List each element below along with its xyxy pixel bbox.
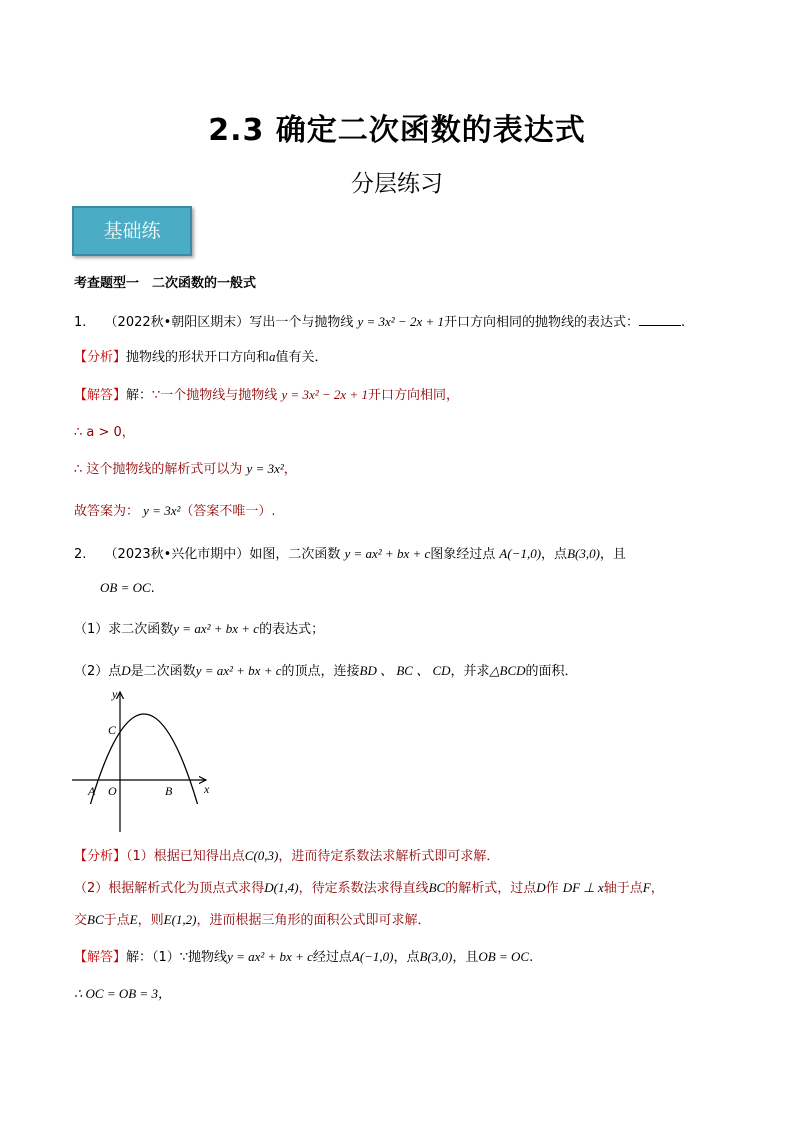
segments: BD 、 BC 、 CD (359, 663, 451, 678)
analysis-tag: 【分析】 (74, 849, 127, 864)
x-label: x (204, 782, 210, 796)
analysis-text: ，则 (137, 913, 164, 928)
punctuation: ， (283, 462, 297, 477)
variable: D (121, 663, 131, 678)
question-number: 2. (74, 547, 87, 562)
variable: D (536, 880, 546, 895)
analysis-text: ，进而根据三角形的面积公式即可求解． (196, 913, 431, 928)
answer-tag: 【解答】 (74, 950, 127, 965)
answer-blank[interactable] (639, 313, 681, 326)
perpendicular: DF ⊥ x (562, 880, 604, 895)
part-text: 的表达式； (259, 622, 325, 637)
formula: y = 3x² (246, 461, 284, 476)
answer-text: 经过点 (312, 950, 352, 965)
question-text: 写出一个与抛物线 (249, 315, 354, 330)
section-heading: 考查题型一 二次函数的一般式 (74, 276, 257, 291)
formula: y = ax² + bx + c (344, 546, 431, 561)
segment: BC (428, 880, 446, 895)
analysis-text: ，进而待定系数法求解析式即可求解． (278, 849, 500, 864)
punctuation: . (529, 950, 534, 965)
parabola-graph (70, 686, 220, 836)
point-b: B(3,0) (567, 546, 600, 561)
point-c-label: C (108, 723, 117, 737)
question-2-part-2 (74, 660, 578, 679)
question-text: ，且 (599, 547, 626, 562)
analysis-text: 轴于点 (603, 881, 643, 896)
analysis-2-line-1 (74, 845, 499, 864)
analysis-text: 于点 (103, 913, 130, 928)
formula: y = 3x² − 2x + 1 (281, 387, 368, 402)
answer-text: （答案不唯一）. (180, 504, 276, 519)
answer-1-line-3 (74, 458, 297, 477)
answer-2-line-2: ∴ OC = OB = 3， (74, 986, 171, 1001)
answer-text: 解： (126, 388, 153, 403)
variable: E (129, 912, 138, 927)
question-2-line-2 (100, 580, 155, 596)
formula: y = 3x² − 2x + 1 (357, 314, 444, 329)
level-badge: 基础练 (72, 206, 192, 256)
analysis-text: 抛物线的形状开口方向和 (126, 350, 270, 365)
origin-label: O (108, 784, 117, 798)
punctuation: ， (650, 881, 664, 896)
condition: OB = OC (100, 580, 151, 595)
analysis-text: 交 (74, 913, 88, 928)
answer-text: ∴ 这个抛物线的解析式可以为 (74, 462, 243, 477)
point-a: A(−1,0) (499, 546, 542, 561)
analysis-text: 值有关． (275, 350, 328, 365)
analysis-text: 的解析式，过点 (445, 881, 537, 896)
answer-tag: 【解答】 (74, 388, 127, 403)
point: E(1,2) (163, 912, 197, 927)
answer-text: ，且 (452, 950, 479, 965)
answer-1-line-1 (74, 384, 459, 403)
question-text: 开口方向相同的抛物线的表达式： (444, 315, 640, 330)
analysis-text: 作 (545, 881, 559, 896)
part-text: （1）求二次函数 (74, 622, 174, 637)
formula: y = 3x² (143, 503, 181, 518)
y-label: y (112, 687, 118, 701)
question-2-part-1 (74, 618, 324, 637)
variable: a (269, 349, 276, 364)
answer-2-line-1 (74, 946, 533, 965)
question-source: （2023秋•兴化市期中） (104, 547, 250, 562)
formula: y = ax² + bx + c (227, 949, 313, 964)
part-text: 的面积． (525, 664, 578, 679)
analysis-2-line-2 (74, 877, 664, 896)
variable: F (642, 880, 651, 895)
point: D(1,4) (264, 880, 299, 895)
answer-text: 开口方向相同， (367, 388, 459, 403)
punctuation: . (150, 581, 155, 596)
part-text: （2）点 (74, 664, 122, 679)
answer-text: ，点 (393, 950, 420, 965)
point-a-label: A (88, 784, 96, 798)
answer-1-line-2: ∴ a > 0， (74, 425, 135, 440)
punctuation: . (681, 315, 686, 330)
answer-text: ∵一个抛物线与抛物线 (152, 388, 278, 403)
part-text: 的顶点，连接 (281, 664, 360, 679)
formula: y = ax² + bx + c (195, 663, 282, 678)
formula: y = ax² + bx + c (173, 621, 260, 636)
segment: BC (87, 912, 104, 927)
triangle: △BCD (489, 663, 526, 678)
answer-1-line-4 (74, 500, 276, 519)
condition: OB = OC (478, 949, 530, 964)
question-text: 图象经过点 (430, 547, 496, 562)
question-text: ，点 (541, 547, 568, 562)
question-2-line-1 (74, 543, 626, 562)
analysis-text: （2）根据解析式化为顶点式求得 (74, 881, 265, 896)
analysis-1 (74, 346, 328, 365)
question-text: 如图，二次函数 (249, 547, 341, 562)
analysis-text: （1）根据已知得出点 (126, 849, 245, 864)
part-text: 是二次函数 (130, 664, 196, 679)
page-subtitle: 分层练习 (351, 171, 443, 197)
answer-text: 故答案为： (74, 504, 140, 519)
analysis-2-line-3 (74, 909, 431, 928)
question-1 (74, 311, 685, 330)
point: C(0,3) (244, 848, 279, 863)
point-b-label: B (165, 784, 173, 798)
analysis-text: ，待定系数法求得直线 (298, 881, 429, 896)
point: B(3,0) (419, 949, 453, 964)
page-title: 2.3 确定二次函数的表达式 (208, 113, 586, 148)
answer-text: 解：（1）∵抛物线 (126, 950, 228, 965)
parabola-curve (91, 714, 198, 804)
part-text: ，并求 (450, 664, 490, 679)
analysis-tag: 【分析】 (74, 350, 127, 365)
point: A(−1,0) (351, 949, 394, 964)
question-number: 1. (74, 315, 87, 330)
question-source: （2022秋•朝阳区期末） (104, 315, 250, 330)
